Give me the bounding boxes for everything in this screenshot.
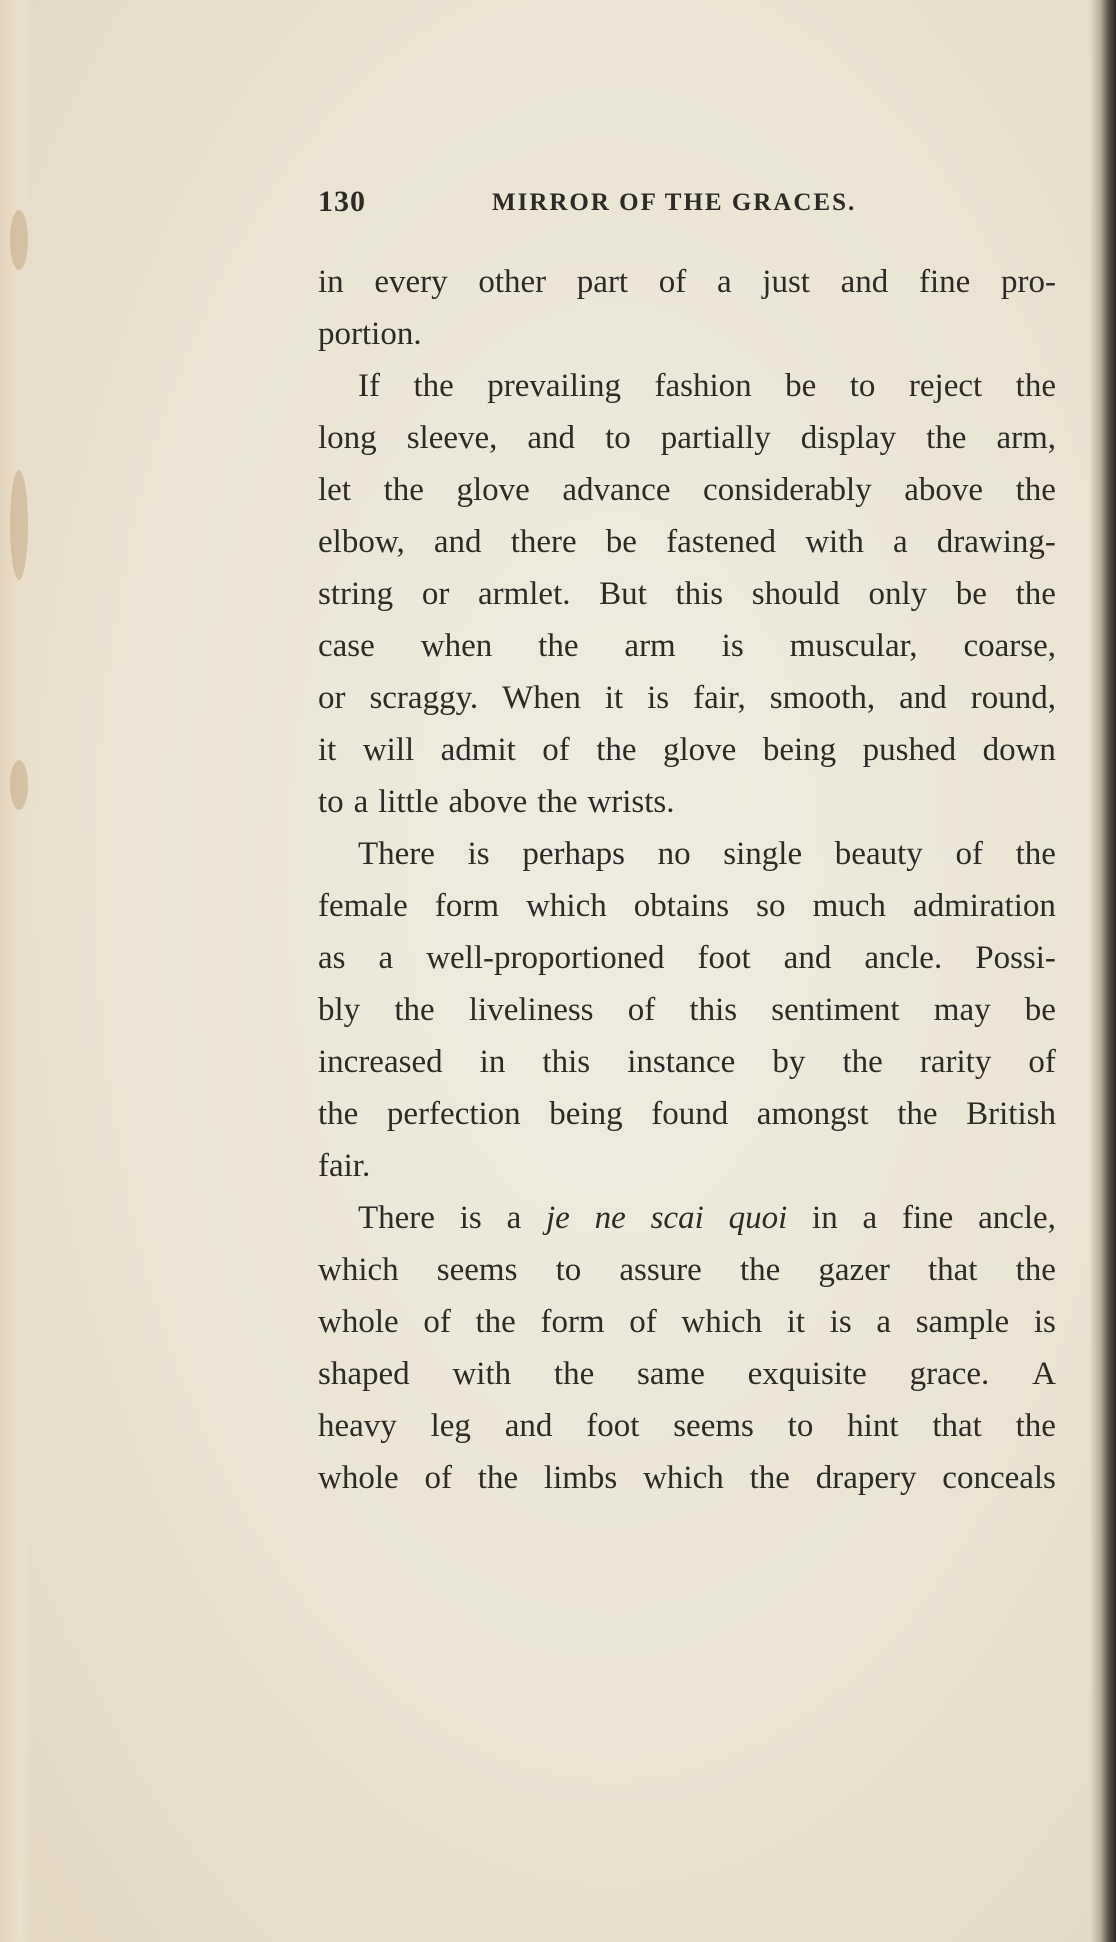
word: reject (908, 368, 983, 404)
word: instance (627, 1044, 736, 1080)
word: glove (456, 472, 530, 508)
body-text (318, 256, 1056, 1504)
word: above (904, 472, 984, 508)
word: that (932, 1408, 982, 1444)
word: the (1015, 472, 1056, 508)
word: being (549, 1096, 623, 1132)
word: considerably (703, 472, 872, 508)
word: of (629, 1304, 657, 1340)
word: a (876, 1304, 892, 1340)
word: But (599, 576, 647, 612)
text-line (318, 516, 1056, 568)
word: sample (915, 1304, 1010, 1340)
word: of (1028, 1044, 1056, 1080)
word: being (762, 732, 837, 768)
word: or (318, 680, 346, 716)
word: the (477, 1460, 519, 1496)
word: a (506, 1200, 522, 1236)
word: much (812, 888, 886, 924)
word: which (318, 1252, 399, 1288)
word: be (785, 368, 817, 404)
word: There (358, 1200, 435, 1236)
word: the (1015, 1408, 1056, 1444)
word: When (502, 680, 581, 716)
word: the (538, 628, 579, 664)
word: gazer (818, 1252, 890, 1288)
word: fashion (654, 368, 752, 404)
text-line (318, 620, 1056, 672)
word: a (353, 784, 369, 820)
word: drapery (815, 1460, 917, 1496)
text-line (318, 880, 1056, 932)
word: rarity (919, 1044, 992, 1080)
word: to (555, 1252, 582, 1288)
word: whole (318, 1304, 399, 1340)
word: whole (318, 1460, 399, 1496)
paper-stain (10, 210, 28, 270)
word: just (762, 264, 810, 300)
text-line (318, 1348, 1056, 1400)
word: armlet. (477, 576, 571, 612)
word: a (378, 940, 394, 976)
word: other (478, 264, 547, 300)
word: that (927, 1252, 978, 1288)
word: partially (660, 420, 771, 456)
page-number: 130 (318, 185, 366, 218)
word: shaped (318, 1356, 410, 1392)
text-line (318, 256, 1056, 308)
word: British (966, 1096, 1056, 1132)
word: the (1015, 368, 1056, 404)
word: in (318, 264, 344, 300)
word: limbs (543, 1460, 618, 1496)
word: to (787, 1408, 814, 1444)
word: smooth, (769, 680, 876, 716)
word: the (383, 472, 424, 508)
word: case (318, 628, 375, 664)
word: arm (624, 628, 676, 664)
word: foot (586, 1408, 640, 1444)
word: female (318, 888, 408, 924)
paper-stain (10, 760, 28, 810)
word: obtains (633, 888, 730, 924)
word: scai (650, 1200, 704, 1236)
word: amongst (756, 1096, 869, 1132)
text-line (318, 984, 1056, 1036)
word: is (1033, 1304, 1056, 1340)
word: beauty (834, 836, 923, 872)
word: the (897, 1096, 938, 1132)
word: the (413, 368, 454, 404)
word: long (318, 420, 377, 456)
word: of (955, 836, 983, 872)
word: of (658, 264, 687, 300)
word: or (421, 576, 450, 612)
word: seems (673, 1408, 754, 1444)
word: perhaps (522, 836, 625, 872)
word: fine (918, 264, 971, 300)
word: is (829, 1304, 852, 1340)
word: which (526, 888, 607, 924)
word: a (893, 524, 908, 560)
word: ne (594, 1200, 626, 1236)
word: the (1015, 836, 1056, 872)
word: of (542, 732, 570, 768)
word: single (723, 836, 803, 872)
word: may (933, 992, 991, 1028)
word: down (982, 732, 1056, 768)
text-line (318, 568, 1056, 620)
word: will (362, 732, 415, 768)
word: advance (562, 472, 671, 508)
text-line (318, 412, 1056, 464)
word: in (479, 1044, 506, 1080)
word: coarse, (963, 628, 1056, 664)
word: sleeve, (406, 420, 498, 456)
word: is (459, 1200, 482, 1236)
text-line (318, 1036, 1056, 1088)
word: be (605, 524, 637, 560)
word: with (805, 524, 864, 560)
running-head: MIRROR OF THE GRACES. (492, 189, 857, 216)
word: liveliness (468, 992, 594, 1028)
word: and (527, 420, 576, 456)
word: in (812, 1200, 838, 1236)
text-line (318, 1400, 1056, 1452)
word: je (546, 1200, 570, 1236)
word: of (627, 992, 656, 1028)
word: grace. (909, 1356, 990, 1392)
word: the (596, 732, 637, 768)
word: prevailing (487, 368, 622, 404)
word: There (358, 836, 435, 872)
word: it (786, 1304, 806, 1340)
word: which (643, 1460, 724, 1496)
word: same (637, 1356, 705, 1392)
text-line (318, 1452, 1056, 1504)
word: fine (901, 1200, 954, 1236)
word: pro- (1000, 264, 1056, 300)
word: the (749, 1460, 790, 1496)
word: only (868, 576, 928, 612)
word: this (675, 576, 724, 612)
word: A (1032, 1356, 1056, 1392)
word: the (475, 1304, 516, 1340)
word: foot (697, 940, 751, 976)
word: it (318, 732, 337, 768)
word: above (448, 784, 528, 820)
word: as (318, 940, 346, 976)
paper-stain (10, 470, 28, 580)
word: If (358, 368, 380, 404)
word: every (374, 264, 448, 300)
word: the (1015, 576, 1056, 612)
word: assure (619, 1252, 702, 1288)
word: and (504, 1408, 553, 1444)
word: portion. (318, 316, 422, 352)
word: conceals (942, 1460, 1056, 1496)
word: by (772, 1044, 806, 1080)
word: the (318, 1096, 359, 1132)
word: increased (318, 1044, 443, 1080)
text-line (318, 360, 1056, 412)
word: be (955, 576, 987, 612)
word: form (434, 888, 499, 924)
word: string (318, 576, 394, 612)
word: perfection (386, 1096, 521, 1132)
word: a (716, 264, 732, 300)
word: there (510, 524, 577, 560)
word: scraggy. (369, 680, 479, 716)
word: with (452, 1356, 512, 1392)
word: is (467, 836, 490, 872)
word: muscular, (789, 628, 918, 664)
word: arm, (996, 420, 1056, 456)
text-line (318, 776, 1056, 828)
word: Possi- (975, 940, 1056, 976)
word: ancle, (978, 1200, 1056, 1236)
word: glove (663, 732, 737, 768)
word: should (751, 576, 840, 612)
word: and (783, 940, 832, 976)
word: this (542, 1044, 591, 1080)
word: the (842, 1044, 883, 1080)
page-gutter-shadow (1090, 0, 1116, 1942)
page-header (318, 185, 1058, 225)
page-left-edge (0, 0, 34, 1942)
word: the (926, 420, 967, 456)
word: to (849, 368, 876, 404)
text-line (318, 1244, 1056, 1296)
word: heavy (318, 1408, 397, 1444)
word: ancle. (864, 940, 943, 976)
word: the (739, 1252, 781, 1288)
word: so (756, 888, 786, 924)
word: this (689, 992, 738, 1028)
word: the (553, 1356, 595, 1392)
word: bly (318, 992, 361, 1028)
word: hint (847, 1408, 899, 1444)
word: to (318, 784, 344, 820)
text-line (318, 1088, 1056, 1140)
word: the (1015, 1252, 1056, 1288)
text-line (318, 1192, 1056, 1244)
word: and (840, 264, 889, 300)
word: admiration (912, 888, 1056, 924)
text-line (318, 464, 1056, 516)
word: and (433, 524, 482, 560)
word: fair, (693, 680, 746, 716)
word: well-proportioned (426, 940, 665, 976)
word: admit (440, 732, 516, 768)
word: exquisite (747, 1356, 867, 1392)
word: drawing- (936, 524, 1056, 560)
word: is (721, 628, 744, 664)
word: found (651, 1096, 729, 1132)
word: round, (970, 680, 1056, 716)
word: quoi (728, 1200, 788, 1236)
word: the (537, 784, 578, 820)
word: part (576, 264, 629, 300)
text-line (318, 932, 1056, 984)
text-line (318, 1296, 1056, 1348)
word: fair. (318, 1148, 371, 1184)
text-line (318, 724, 1056, 776)
word: the (394, 992, 435, 1028)
word: sentiment (771, 992, 900, 1028)
word: be (1024, 992, 1056, 1028)
text-line (318, 672, 1056, 724)
word: elbow, (318, 524, 405, 560)
word: and (899, 680, 947, 716)
word: to (605, 420, 631, 456)
word: little (378, 784, 439, 820)
word: when (420, 628, 493, 664)
word: form (540, 1304, 605, 1340)
word: it (604, 680, 624, 716)
word: fastened (666, 524, 777, 560)
text-line (318, 308, 1056, 360)
word: of (423, 1304, 451, 1340)
word: a (862, 1200, 878, 1236)
word: let (318, 472, 351, 508)
word: is (647, 680, 670, 716)
word: no (657, 836, 691, 872)
word: wrists. (587, 784, 675, 820)
word: pushed (862, 732, 957, 768)
word: display (800, 420, 897, 456)
text-line (318, 828, 1056, 880)
text-line (318, 1140, 1056, 1192)
word: of (424, 1460, 452, 1496)
word: seems (436, 1252, 518, 1288)
word: which (681, 1304, 763, 1340)
word: leg (430, 1408, 471, 1444)
